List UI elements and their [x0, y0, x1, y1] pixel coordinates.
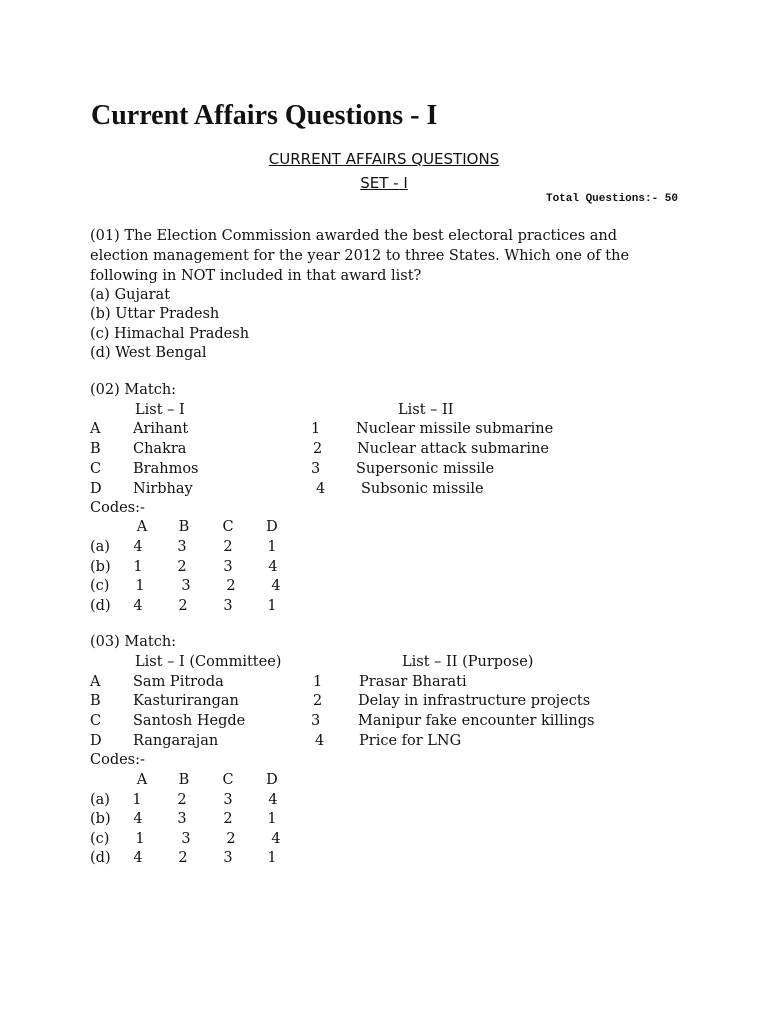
- code-value: 2: [226, 578, 236, 594]
- code-header: B: [178, 772, 190, 788]
- code-value: 4: [271, 578, 281, 594]
- list-2-header: List – II: [398, 402, 454, 418]
- code-option: (a): [90, 539, 110, 555]
- code-header: C: [222, 772, 234, 788]
- match-row-number: 1: [313, 674, 323, 690]
- code-option: (d): [90, 850, 111, 866]
- answer-option: (d) West Bengal: [90, 345, 207, 361]
- code-option: (b): [90, 559, 111, 575]
- code-value: 1: [267, 811, 277, 827]
- match-row-item: Nirbhay: [133, 481, 193, 497]
- code-value: 4: [133, 598, 143, 614]
- code-value: 1: [267, 850, 277, 866]
- list-1-header: List – I: [135, 402, 185, 418]
- code-header: A: [136, 772, 148, 788]
- code-header: C: [222, 519, 234, 535]
- code-value: 3: [177, 811, 187, 827]
- code-value: 2: [223, 811, 233, 827]
- match-row-letter: B: [90, 693, 101, 709]
- code-value: 4: [271, 831, 281, 847]
- match-row-number: 3: [311, 713, 321, 729]
- code-header: B: [178, 519, 190, 535]
- match-row-item: Kasturirangan: [133, 693, 239, 709]
- match-row-item: Santosh Hegde: [133, 713, 246, 729]
- code-value: 3: [223, 792, 233, 808]
- code-value: 2: [178, 850, 188, 866]
- question-title: (02) Match:: [90, 382, 177, 398]
- match-row-item: Brahmos: [133, 461, 199, 477]
- match-row-letter: D: [90, 481, 102, 497]
- match-row-description: Delay in infrastructure projects: [358, 693, 591, 709]
- code-option: (a): [90, 792, 110, 808]
- question-text-line: following in NOT included in that award list?: [90, 268, 422, 284]
- code-value: 2: [178, 598, 188, 614]
- match-row-number: 2: [313, 441, 323, 457]
- code-option: (c): [90, 578, 110, 594]
- code-value: 4: [133, 539, 143, 555]
- code-value: 3: [223, 598, 233, 614]
- answer-option: (b) Uttar Pradesh: [90, 306, 220, 322]
- answer-option: (c) Himachal Pradesh: [90, 326, 250, 342]
- match-row-letter: B: [90, 441, 101, 457]
- question-text-line: election management for the year 2012 to three States. Which one of the: [90, 248, 630, 264]
- code-value: 1: [135, 578, 145, 594]
- code-value: 3: [223, 559, 233, 575]
- list-2-header: List – II (Purpose): [402, 654, 534, 670]
- code-header: D: [266, 519, 278, 535]
- match-row-number: 4: [315, 733, 325, 749]
- code-option: (d): [90, 598, 111, 614]
- match-row-letter: C: [90, 713, 102, 729]
- match-row-item: Chakra: [133, 441, 187, 457]
- codes-label: Codes:-: [90, 752, 145, 768]
- match-row-number: 4: [316, 481, 326, 497]
- match-row-letter: C: [90, 461, 102, 477]
- code-header: D: [266, 772, 278, 788]
- code-value: 4: [133, 850, 143, 866]
- match-row-number: 3: [311, 461, 321, 477]
- match-row-item: Arihant: [133, 421, 189, 437]
- code-value: 1: [267, 598, 277, 614]
- match-row-description: Supersonic missile: [356, 461, 495, 477]
- list-1-header: List – I (Committee): [135, 654, 282, 670]
- match-row-number: 1: [311, 421, 321, 437]
- code-value: 4: [268, 792, 278, 808]
- code-value: 1: [132, 792, 142, 808]
- code-option: (c): [90, 831, 110, 847]
- question-text-line: (01) The Election Commission awarded the best electoral practices and: [90, 228, 618, 244]
- codes-label: Codes:-: [90, 500, 145, 516]
- match-row-description: Prasar Bharati: [359, 674, 467, 690]
- code-value: 3: [181, 831, 191, 847]
- code-value: 2: [226, 831, 236, 847]
- code-option: (b): [90, 811, 111, 827]
- code-value: 2: [177, 792, 187, 808]
- code-value: 4: [133, 811, 143, 827]
- answer-option: (a) Gujarat: [90, 287, 171, 303]
- page-title: Current Affairs Questions - I: [91, 100, 438, 131]
- match-row-letter: A: [90, 421, 101, 437]
- code-header: A: [136, 519, 148, 535]
- match-row-letter: A: [90, 674, 101, 690]
- code-value: 3: [223, 850, 233, 866]
- match-row-description: Subsonic missile: [361, 481, 484, 497]
- code-value: 3: [177, 539, 187, 555]
- code-value: 2: [223, 539, 233, 555]
- match-row-description: Manipur fake encounter killings: [358, 713, 595, 729]
- match-row-item: Rangarajan: [133, 733, 219, 749]
- match-row-number: 2: [313, 693, 323, 709]
- match-row-letter: D: [90, 733, 102, 749]
- match-row-description: Nuclear missile submarine: [356, 421, 554, 437]
- match-row-item: Sam Pitroda: [133, 674, 224, 690]
- match-row-description: Price for LNG: [359, 733, 462, 749]
- code-value: 2: [177, 559, 187, 575]
- code-value: 3: [181, 578, 191, 594]
- code-value: 1: [133, 559, 143, 575]
- question-title: (03) Match:: [90, 634, 177, 650]
- match-row-description: Nuclear attack submarine: [357, 441, 549, 457]
- set-heading: SET - I: [360, 174, 408, 192]
- code-value: 1: [267, 539, 277, 555]
- total-questions: Total Questions:- 50: [545, 193, 678, 205]
- section-heading: CURRENT AFFAIRS QUESTIONS: [268, 150, 500, 168]
- code-value: 1: [135, 831, 145, 847]
- code-value: 4: [268, 559, 278, 575]
